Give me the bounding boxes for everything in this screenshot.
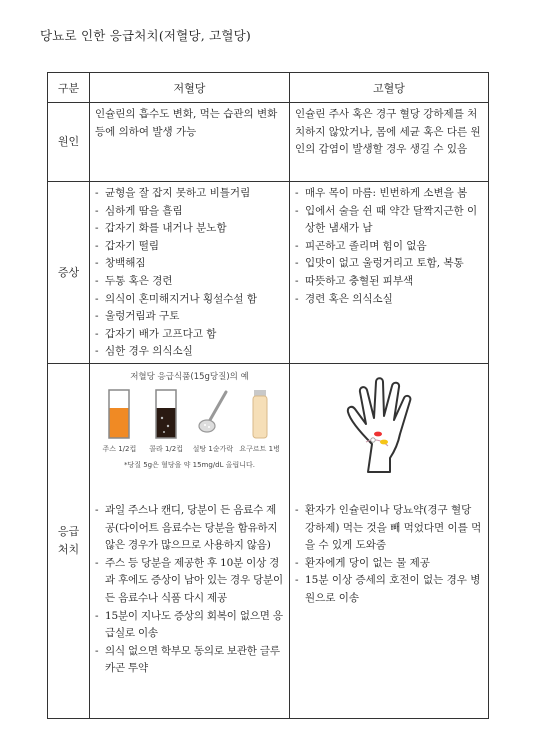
header-hypoglycemia: 저혈당 — [90, 73, 290, 103]
list-item: - 주스 등 당분을 제공한 후 10분 이상 경과 후에도 증상이 남아 있는 경우 당분이 든 음료수나 식품 다시 제공 — [95, 555, 284, 608]
list-item: - 입에서 술을 쉰 때 약간 달짝지근한 이상한 냄새가 남 — [295, 203, 483, 238]
list-item: - 따뜻하고 충혈된 피부색 — [295, 273, 483, 291]
list-item: - 갑자기 화를 내거나 분노함 — [95, 220, 284, 238]
list-item: - 균형을 잘 잡지 못하고 비틀거림 — [95, 185, 284, 203]
emergency-table — [47, 72, 489, 719]
juice-label: 주스 1/2컵 — [102, 445, 137, 453]
cause-row — [48, 103, 489, 182]
yogurt-bottle-icon — [250, 388, 270, 440]
symptom-row — [48, 182, 489, 364]
yogurt-label: 요구르트 1병 — [239, 445, 280, 453]
list-item: - 의식 없으면 학부모 동의로 보관한 글루카곤 투약 — [95, 643, 284, 678]
list-item: - 울렁거림과 구토 — [95, 308, 284, 326]
list-item: - 환자가 인슐린이나 당뇨약(경구 혈당 강하제) 먹는 것을 빼 먹었다면 이를 먹을 수 있게 도와줌 — [295, 502, 483, 555]
symptom-label: 증상 — [48, 182, 90, 364]
cause-label: 원인 — [48, 103, 90, 182]
page-title: 당뇨로 인한 응급처치(저혈당, 고혈당) — [40, 28, 251, 43]
list-item: - 갑자기 떨림 — [95, 238, 284, 256]
list-item: - 두통 혹은 경련 — [95, 273, 284, 291]
symptom-high-list — [295, 185, 483, 308]
header-hyperglycemia: 고혈당 — [290, 73, 489, 103]
list-item: - 환자에게 당이 없는 물 제공 — [295, 555, 483, 573]
symptom-low-list — [95, 185, 284, 361]
cause-low: 인슐린의 흡수도 변화, 먹는 습관의 변화 등에 의하여 발생 가능 — [90, 103, 290, 182]
yogurt-item — [236, 388, 283, 454]
aid-label-cell — [48, 364, 90, 719]
list-item: - 15분 이상 증세의 호전이 없는 경우 병원으로 이송 — [295, 572, 483, 607]
symptom-high-cell — [290, 182, 489, 364]
list-item: - 갑자기 배가 고프다고 함 — [95, 326, 284, 344]
cola-item — [143, 388, 190, 454]
sugar-item — [190, 388, 237, 454]
table-header-row — [48, 73, 489, 103]
sugar-food-title: 저혈당 응급식품(15g당질)의 예 — [130, 372, 249, 382]
aid-high-list — [295, 502, 483, 608]
juice-item — [96, 388, 143, 454]
cola-label: 콜라 1/2컵 — [149, 445, 184, 453]
aid-label: 응급처치 — [57, 525, 80, 556]
aid-low-text — [90, 494, 289, 678]
juice-glass-icon — [106, 388, 132, 440]
list-item: - 의식이 혼미해지거나 횡설수설 함 — [95, 291, 284, 309]
hand-pills-illustration — [290, 364, 488, 494]
list-item: - 창백해짐 — [95, 255, 284, 273]
header-category: 구분 — [48, 73, 90, 103]
list-item: - 과일 주스나 캔디, 당분이 든 음료수 제공(다이어트 음료수는 당분을 함유하지 않은 경우가 많으므로 사용하지 않음) — [95, 502, 284, 555]
cola-glass-icon — [153, 388, 179, 440]
hand-with-pills-icon — [338, 372, 438, 482]
sugar-label: 설탕 1숟가락 — [192, 445, 234, 453]
list-item: - 심하게 땀을 흘림 — [95, 203, 284, 221]
sugar-spoon-icon — [196, 388, 230, 440]
aid-low-list — [95, 502, 284, 678]
aid-high-cell — [290, 364, 489, 719]
list-item: - 매우 목이 마름: 빈번하게 소변을 봄 — [295, 185, 483, 203]
sugar-food-illustration — [90, 364, 289, 494]
list-item: - 입맛이 없고 울렁거리고 토함, 복통 — [295, 255, 483, 273]
list-item: - 심한 경우 의식소실 — [95, 343, 284, 361]
aid-low-cell — [90, 364, 290, 719]
list-item: - 경련 혹은 의식소실 — [295, 291, 483, 309]
aid-high-text — [290, 494, 488, 608]
cause-high: 인슐린 주사 혹은 경구 혈당 강하제를 처치하지 않았거나, 몸에 세균 혹은 다른 원인의 감염이 발생할 경우 생길 수 있음 — [290, 103, 489, 182]
symptom-low-cell — [90, 182, 290, 364]
sugar-food-note: *당질 5g은 혈당을 약 15mg/dL 올립니다. — [123, 461, 255, 469]
list-item: - 피곤하고 졸리며 힘이 없음 — [295, 238, 483, 256]
aid-row — [48, 364, 489, 719]
list-item: - 15분이 지나도 증상의 회복이 없으면 응급실로 이송 — [95, 608, 284, 643]
